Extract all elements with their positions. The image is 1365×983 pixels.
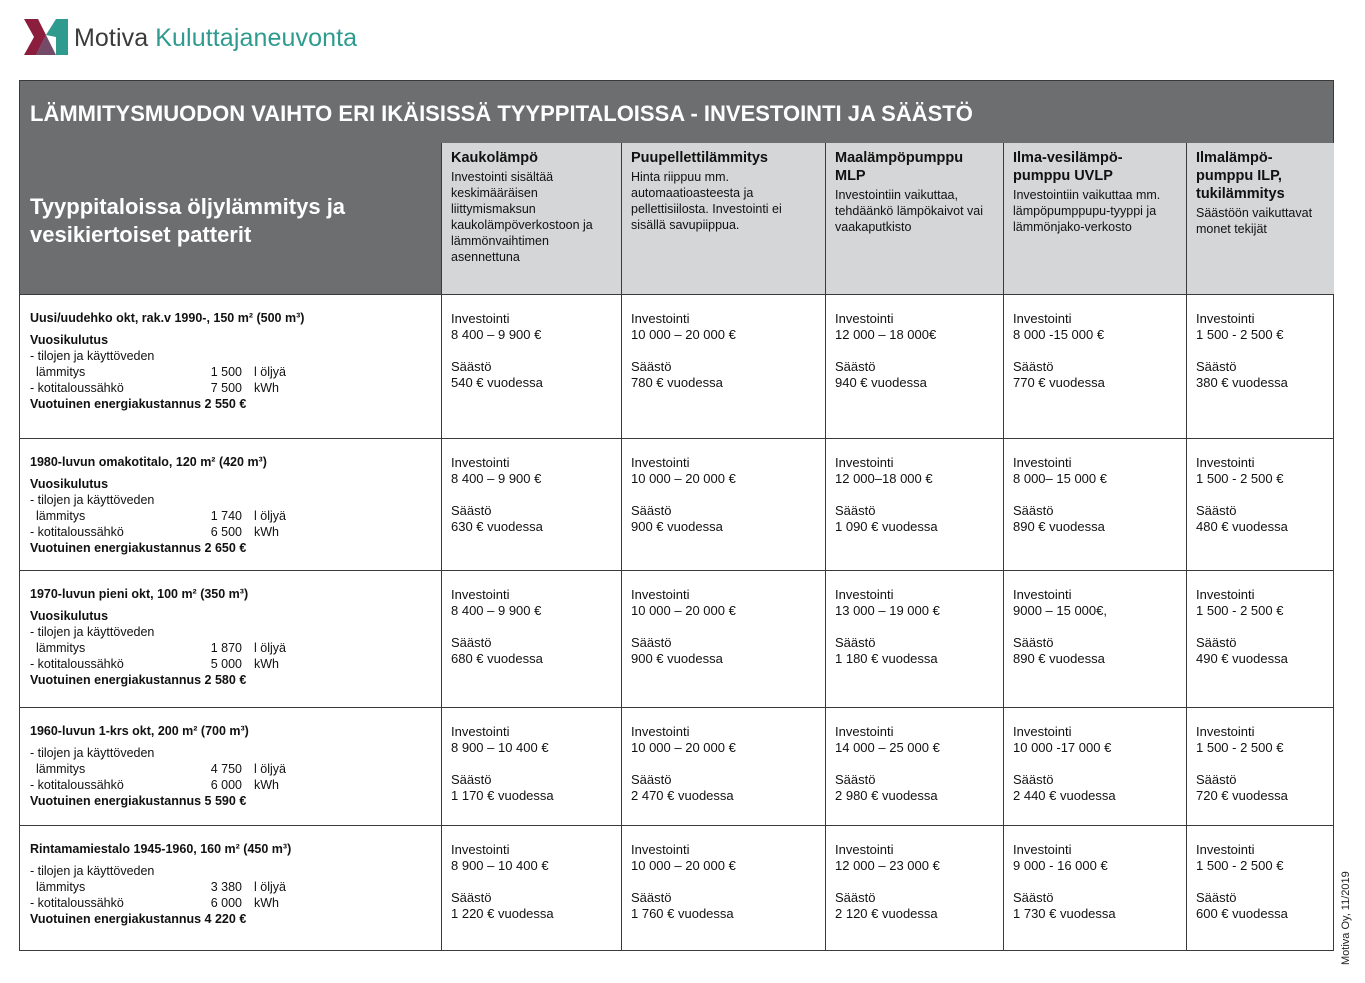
heating-amount: 1 740 [210,509,242,523]
value-cell [441,825,621,950]
column-divider [1186,143,1187,951]
electricity-amount: 7 500 [210,381,242,395]
investment-label: Investointi [835,311,894,326]
saving-value: 1 760 € vuodessa [631,906,734,921]
row-divider [20,570,1333,571]
investment-value: 8 000 -15 000 € [1013,327,1105,342]
spacer [451,619,611,635]
value-cell [1186,438,1334,570]
investment-value: 9 000 - 16 000 € [1013,858,1108,873]
annual-consumption-label: Vuosikulutus [30,477,109,491]
spacer [1013,756,1176,772]
heating-unit: l öljyä [254,762,286,776]
investment-value: 10 000 -17 000 € [1013,740,1112,755]
saving-value: 900 € vuodessa [631,651,723,666]
saving-label: Säästö [451,772,492,787]
electricity-amount: 6 000 [210,778,242,792]
investment-label: Investointi [1196,842,1255,857]
annual-energy-cost: Vuotuinen energiakustannus 2 550 € [30,397,247,411]
brand-name [74,24,357,53]
annual-energy-cost: Vuotuinen energiakustannus 2 580 € [30,673,247,687]
saving-value: 770 € vuodessa [1013,375,1105,390]
value-cell [621,707,825,825]
investment-label: Investointi [631,311,690,326]
annual-energy-cost: Vuotuinen energiakustannus 2 650 € [30,541,247,555]
heating-amount: 3 380 [210,880,242,894]
saving-value: 540 € vuodessa [451,375,543,390]
saving-label: Säästö [1013,772,1054,787]
house-type-cell [20,825,441,950]
electricity-amount: 6 500 [210,525,242,539]
saving-label: Säästö [631,503,672,518]
electricity-label: - kotitaloussähkö [30,778,124,792]
value-cell [825,438,1003,570]
column-divider [441,143,442,951]
footer-credit: Motiva Oy, 11/2019 [1340,871,1352,965]
house-type-cell [20,294,441,438]
column-divider [825,143,826,951]
annual-energy-cost: Vuotuinen energiakustannus 5 590 € [30,794,247,808]
house-type-title: 1970-luvun pieni okt, 100 m² (350 m³) [30,587,249,601]
column-description: Investointi sisältää keskimääräisen liittymismaksun kaukolämpöverkostoon ja lämmönvaihtimen asennettuna [451,170,593,264]
investment-label: Investointi [1196,587,1255,602]
spacer [1196,487,1324,503]
electricity-label: - kotitaloussähkö [30,896,124,910]
value-cell [1003,825,1186,950]
spacer [1196,619,1324,635]
spacer [631,619,815,635]
heating-unit: l öljyä [254,880,286,894]
heating-consumption-line [30,879,431,895]
value-cell [621,570,825,707]
investment-value: 8 900 – 10 400 € [451,740,549,755]
spacer [1013,343,1176,359]
electricity-consumption-line [30,895,431,911]
investment-label: Investointi [1013,455,1072,470]
heating-label: - tilojen ja käyttöveden [30,349,155,363]
saving-value: 1 220 € vuodessa [451,906,554,921]
value-cell [1186,707,1334,825]
saving-label: Säästö [835,359,876,374]
saving-label: Säästö [451,890,492,905]
investment-value: 10 000 – 20 000 € [631,740,736,755]
investment-label: Investointi [451,724,510,739]
brand-kuluttajaneuvonta: Kuluttajaneuvonta [155,23,358,52]
investment-label: Investointi [835,724,894,739]
saving-value: 1 180 € vuodessa [835,651,938,666]
spacer [1196,874,1324,890]
saving-label: Säästö [631,890,672,905]
heating-unit: l öljyä [254,365,286,379]
saving-label: Säästö [1196,890,1237,905]
electricity-unit: kWh [254,381,279,395]
investment-label: Investointi [451,311,510,326]
column-description: Hinta riippuu mm. automaatioasteesta ja pellettisiilosta. Investointi ei sisällä savupiippua. [631,170,782,232]
electricity-label: - kotitaloussähkö [30,525,124,539]
spacer [1013,487,1176,503]
investment-value: 13 000 – 19 000 € [835,603,940,618]
saving-value: 490 € vuodessa [1196,651,1288,666]
heating-label: - tilojen ja käyttöveden [30,625,155,639]
saving-label: Säästö [835,890,876,905]
value-cell [1003,707,1186,825]
heating-consumption-line [30,508,431,524]
saving-value: 1 730 € vuodessa [1013,906,1116,921]
investment-label: Investointi [451,455,510,470]
investment-value: 8 400 – 9 900 € [451,471,542,486]
investment-label: Investointi [631,724,690,739]
column-title: Puupellettilämmitys [631,150,768,166]
saving-label: Säästö [1013,503,1054,518]
column-header [441,143,621,294]
spacer [631,343,815,359]
electricity-amount: 5 000 [210,657,242,671]
value-cell [1186,825,1334,950]
investment-label: Investointi [631,587,690,602]
value-cell [1186,294,1334,438]
saving-value: 890 € vuodessa [1013,519,1105,534]
saving-value: 2 440 € vuodessa [1013,788,1116,803]
spacer [1013,619,1176,635]
value-cell [621,438,825,570]
saving-label: Säästö [1013,635,1054,650]
value-cell [441,707,621,825]
house-type-cell [20,707,441,825]
investment-value: 12 000 – 18 000€ [835,327,937,342]
investment-value: 10 000 – 20 000 € [631,471,736,486]
electricity-consumption-line [30,524,431,540]
column-description: Investointiin vaikuttaa, tehdäänkö lämpökaivot vai vaakaputkisto [835,188,984,234]
saving-value: 890 € vuodessa [1013,651,1105,666]
house-type-cell [20,570,441,707]
spacer [451,343,611,359]
value-cell [441,294,621,438]
investment-label: Investointi [1013,724,1072,739]
investment-value: 8 400 – 9 900 € [451,327,542,342]
column-description: Investointiin vaikuttaa mm. lämpöpumppupu-tyyppi ja lämmönjako-verkosto [1013,188,1161,234]
value-cell [621,294,825,438]
electricity-consumption-line [30,777,431,793]
column-header [1186,143,1334,294]
heating-consumption-line [30,640,431,656]
investment-value: 1 500 - 2 500 € [1196,327,1284,342]
saving-label: Säästö [631,772,672,787]
spacer [835,756,993,772]
heating-amount: 4 750 [210,762,242,776]
column-header [1003,143,1186,294]
saving-label: Säästö [835,772,876,787]
investment-value: 8 400 – 9 900 € [451,603,542,618]
saving-value: 630 € vuodessa [451,519,543,534]
saving-label: Säästö [451,635,492,650]
investment-label: Investointi [631,455,690,470]
heating-sub-label: lämmitys [36,641,86,655]
comparison-table [19,80,1334,951]
value-cell [621,825,825,950]
electricity-consumption-line [30,380,431,396]
investment-value: 14 000 – 25 000 € [835,740,940,755]
saving-label: Säästö [835,503,876,518]
investment-value: 10 000 – 20 000 € [631,603,736,618]
electricity-unit: kWh [254,778,279,792]
saving-label: Säästö [1013,359,1054,374]
investment-label: Investointi [1196,311,1255,326]
saving-value: 900 € vuodessa [631,519,723,534]
saving-label: Säästö [631,359,672,374]
investment-label: Investointi [835,455,894,470]
saving-label: Säästö [451,503,492,518]
row-divider [20,438,1333,439]
spacer [835,343,993,359]
column-description: Säästöön vaikuttavat monet tekijät [1196,206,1313,236]
electricity-label: - kotitaloussähkö [30,657,124,671]
investment-value: 1 500 - 2 500 € [1196,471,1284,486]
investment-label: Investointi [1196,724,1255,739]
saving-label: Säästö [1196,359,1237,374]
investment-label: Investointi [631,842,690,857]
saving-label: Säästö [835,635,876,650]
electricity-unit: kWh [254,525,279,539]
heating-sub-label: lämmitys [36,365,86,379]
house-type-title: Uusi/uudehko okt, rak.v 1990-, 150 m² (500 m³) [30,311,305,325]
heating-unit: l öljyä [254,509,286,523]
house-type-title: 1960-luvun 1-krs okt, 200 m² (700 m³) [30,724,249,738]
spacer [451,874,611,890]
saving-value: 720 € vuodessa [1196,788,1288,803]
value-cell [825,707,1003,825]
brand-motiva: Motiva [74,23,149,52]
motiva-logo [22,14,357,62]
value-cell [1003,294,1186,438]
value-cell [1186,570,1334,707]
heating-sub-label: lämmitys [36,509,86,523]
investment-value: 1 500 - 2 500 € [1196,858,1284,873]
column-header [621,143,825,294]
annual-consumption-label: Vuosikulutus [30,333,109,347]
heating-consumption-line [30,761,431,777]
spacer [1013,874,1176,890]
electricity-label: - kotitaloussähkö [30,381,124,395]
spacer [835,487,993,503]
heating-label: - tilojen ja käyttöveden [30,864,155,878]
investment-value: 10 000 – 20 000 € [631,327,736,342]
investment-label: Investointi [835,842,894,857]
motiva-logo-icon [22,15,70,61]
investment-label: Investointi [835,587,894,602]
saving-value: 600 € vuodessa [1196,906,1288,921]
row-divider [20,825,1333,826]
heating-amount: 1 500 [210,365,242,379]
row-divider [20,707,1333,708]
investment-label: Investointi [451,842,510,857]
saving-value: 680 € vuodessa [451,651,543,666]
saving-value: 2 980 € vuodessa [835,788,938,803]
investment-label: Investointi [451,587,510,602]
spacer [631,487,815,503]
saving-label: Säästö [1013,890,1054,905]
investment-value: 9000 – 15 000€, [1013,603,1107,618]
saving-value: 780 € vuodessa [631,375,723,390]
heating-unit: l öljyä [254,641,286,655]
electricity-amount: 6 000 [210,896,242,910]
saving-value: 2 120 € vuodessa [835,906,938,921]
investment-value: 8 900 – 10 400 € [451,858,549,873]
investment-value: 8 000– 15 000 € [1013,471,1107,486]
house-type-title: Rintamamiestalo 1945-1960, 160 m² (450 m³) [30,842,292,856]
saving-value: 480 € vuodessa [1196,519,1288,534]
heating-consumption-line [30,364,431,380]
investment-value: 1 500 - 2 500 € [1196,740,1284,755]
heating-sub-label: lämmitys [36,762,86,776]
saving-label: Säästö [451,359,492,374]
table-title: LÄMMITYSMUODON VAIHTO ERI IKÄISISSÄ TYYPPITALOISSA - INVESTOINTI JA SÄÄSTÖ [20,81,1333,143]
column-title: Maalämpöpumppu MLP [835,150,964,184]
saving-value: 2 470 € vuodessa [631,788,734,803]
spacer [1196,343,1324,359]
saving-value: 940 € vuodessa [835,375,927,390]
heating-amount: 1 870 [210,641,242,655]
value-cell [1003,438,1186,570]
heating-label: - tilojen ja käyttöveden [30,746,155,760]
column-title: Kaukolämpö [451,150,539,166]
investment-value: 10 000 – 20 000 € [631,858,736,873]
spacer [835,619,993,635]
saving-value: 380 € vuodessa [1196,375,1288,390]
saving-value: 1 090 € vuodessa [835,519,938,534]
electricity-consumption-line [30,656,431,672]
header-house-type: Tyyppitaloissa öljylämmitys ja vesikiertoiset patterit [20,143,441,294]
value-cell [441,438,621,570]
annual-consumption-label: Vuosikulutus [30,609,109,623]
value-cell [825,825,1003,950]
value-cell [1003,570,1186,707]
investment-label: Investointi [1013,587,1072,602]
electricity-unit: kWh [254,657,279,671]
saving-label: Säästö [631,635,672,650]
spacer [1196,756,1324,772]
saving-label: Säästö [1196,772,1237,787]
house-type-cell [20,438,441,570]
spacer [451,756,611,772]
value-cell [825,570,1003,707]
investment-label: Investointi [1013,311,1072,326]
saving-label: Säästö [1196,503,1237,518]
value-cell [825,294,1003,438]
spacer [835,874,993,890]
row-divider [20,294,1333,295]
value-cell [441,570,621,707]
house-type-title: 1980-luvun omakotitalo, 120 m² (420 m³) [30,455,267,469]
column-title: Ilmalämpö-pumppu ILP, tukilämmitys [1196,150,1285,202]
spacer [451,487,611,503]
saving-label: Säästö [1196,635,1237,650]
electricity-unit: kWh [254,896,279,910]
investment-value: 12 000–18 000 € [835,471,933,486]
column-title: Ilma-vesilämpö-pumppu UVLP [1013,150,1123,184]
investment-value: 12 000 – 23 000 € [835,858,940,873]
investment-label: Investointi [1013,842,1072,857]
annual-energy-cost: Vuotuinen energiakustannus 4 220 € [30,912,247,926]
spacer [631,756,815,772]
column-divider [1003,143,1004,951]
column-header [825,143,1003,294]
column-divider [621,143,622,951]
investment-label: Investointi [1196,455,1255,470]
investment-value: 1 500 - 2 500 € [1196,603,1284,618]
heating-sub-label: lämmitys [36,880,86,894]
saving-value: 1 170 € vuodessa [451,788,554,803]
heating-label: - tilojen ja käyttöveden [30,493,155,507]
spacer [631,874,815,890]
